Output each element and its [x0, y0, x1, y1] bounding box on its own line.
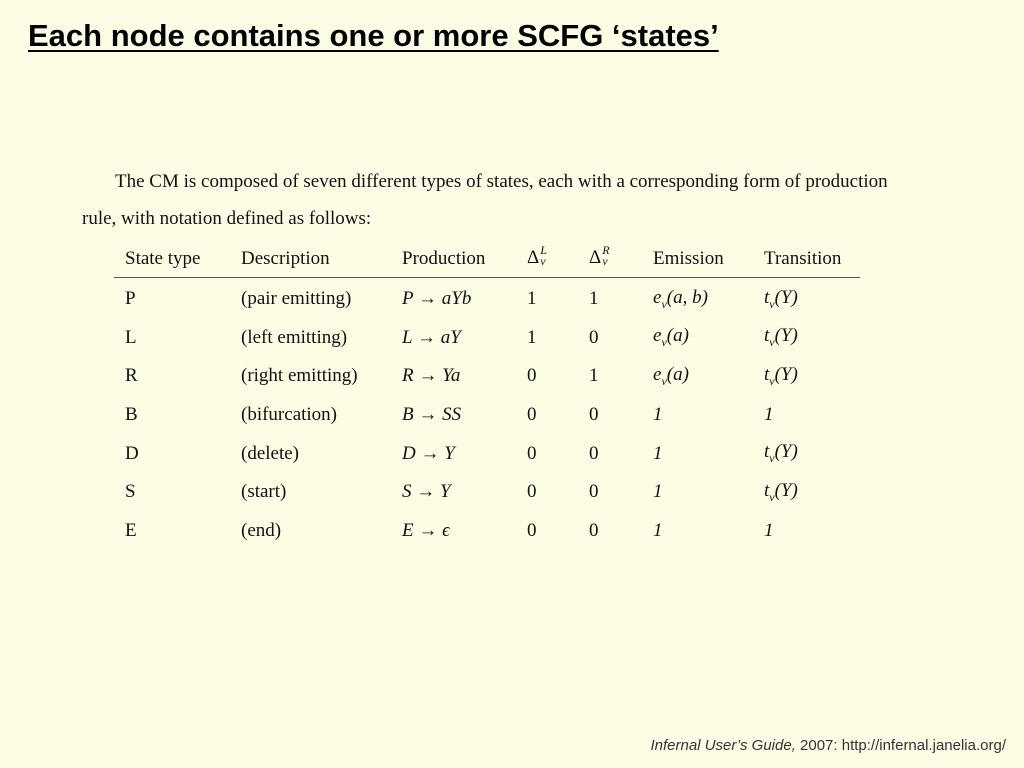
cell-delta-right: 0	[589, 442, 599, 464]
cell-emission: 1	[653, 442, 663, 464]
cell-delta-right: 0	[589, 326, 599, 348]
intro-paragraph	[82, 163, 982, 237]
cell-emission: 1	[653, 481, 663, 503]
cell-emission: $e_v(a)$	[653, 364, 689, 388]
cell-delta-right: 1	[589, 365, 599, 387]
citation-footer	[651, 737, 1007, 754]
cell-state-type: S	[125, 481, 136, 503]
cell-delta-left: 0	[527, 481, 537, 503]
intro-line-2: rule, with notation defined as follows:	[82, 208, 372, 229]
citation-book-title: Infernal User’s Guide,	[650, 737, 796, 754]
cell-delta-right: 1	[589, 288, 599, 310]
cell-transition: $t_v(Y)$	[764, 364, 798, 388]
header-delta-left	[516, 240, 578, 278]
cell-emission: $e_v(a)$	[653, 325, 689, 350]
citation-year-url: 2007: http://infernal.janelia.org/	[795, 737, 1006, 754]
table-row	[114, 319, 860, 358]
cell-description: (right emitting)	[241, 365, 358, 387]
table-row	[114, 357, 860, 396]
header-state-type: State type	[114, 240, 230, 278]
delta-left-sup: L	[540, 242, 547, 257]
cell-transition: 1	[764, 404, 774, 426]
header-emission: Emission	[642, 240, 753, 278]
delta-right-scripts	[602, 242, 610, 268]
cell-description: (left emitting)	[241, 326, 348, 348]
cell-delta-right: 0	[589, 519, 599, 541]
cell-production: S → Y	[402, 481, 451, 503]
cell-description: (pair emitting)	[241, 288, 352, 310]
cell-delta-left: 0	[527, 519, 537, 541]
cell-delta-left: 0	[527, 442, 537, 464]
cell-transition: 1	[764, 519, 774, 541]
cell-state-type: E	[125, 519, 137, 541]
cell-transition: $t_v(Y)$	[764, 325, 798, 350]
cell-transition: $t_v(Y)$	[764, 286, 798, 311]
cell-description: (start)	[241, 481, 287, 503]
table-row	[114, 434, 860, 473]
cell-description: (bifurcation)	[241, 404, 338, 426]
intro-line-1: The CM is composed of seven different types of states, each with a corresponding form of production	[115, 171, 888, 192]
delta-right-sub: v	[602, 253, 608, 268]
table-header-row	[114, 240, 860, 278]
cell-production: E → ϵ	[402, 519, 450, 541]
header-production: Production	[391, 240, 516, 278]
cell-production: D → Y	[402, 442, 455, 464]
cell-transition: $t_v(Y)$	[764, 441, 798, 466]
cell-state-type: B	[125, 404, 138, 426]
cell-delta-left: 0	[527, 365, 537, 387]
cell-emission: 1	[653, 404, 663, 426]
cell-delta-left: 1	[527, 288, 537, 310]
table-row	[114, 396, 860, 435]
delta-left-symbol: Δ	[527, 247, 540, 269]
cell-delta-right: 0	[589, 404, 599, 426]
cell-state-type: D	[125, 442, 139, 464]
table-row	[114, 278, 860, 319]
state-types-table	[114, 240, 860, 550]
cell-delta-right: 0	[589, 481, 599, 503]
table-row	[114, 512, 860, 551]
table-row	[114, 473, 860, 512]
cell-transition: $t_v(Y)$	[764, 479, 798, 504]
cell-state-type: L	[125, 326, 137, 348]
delta-left-scripts	[540, 242, 547, 268]
cell-description: (delete)	[241, 442, 300, 464]
cell-production: P → aYb	[402, 288, 472, 310]
cell-delta-left: 1	[527, 326, 537, 348]
cell-production: L → aY	[402, 326, 461, 348]
delta-right-sup: R	[602, 242, 610, 257]
delta-left-sub: v	[540, 253, 546, 268]
cell-state-type: R	[125, 365, 138, 387]
cell-description: (end)	[241, 519, 282, 541]
delta-right-symbol: Δ	[589, 247, 602, 269]
header-delta-right	[578, 240, 642, 278]
cell-production: B → SS	[402, 404, 462, 426]
header-description: Description	[230, 240, 391, 278]
slide-title: Each node contains one or more SCFG ‘states’	[28, 18, 719, 53]
cell-state-type: P	[125, 288, 136, 310]
cell-emission: 1	[653, 519, 663, 541]
header-transition: Transition	[753, 240, 860, 278]
cell-production: R → Ya	[402, 365, 461, 387]
cell-emission: $e_v(a$, b)	[653, 286, 708, 311]
cell-delta-left: 0	[527, 404, 537, 426]
